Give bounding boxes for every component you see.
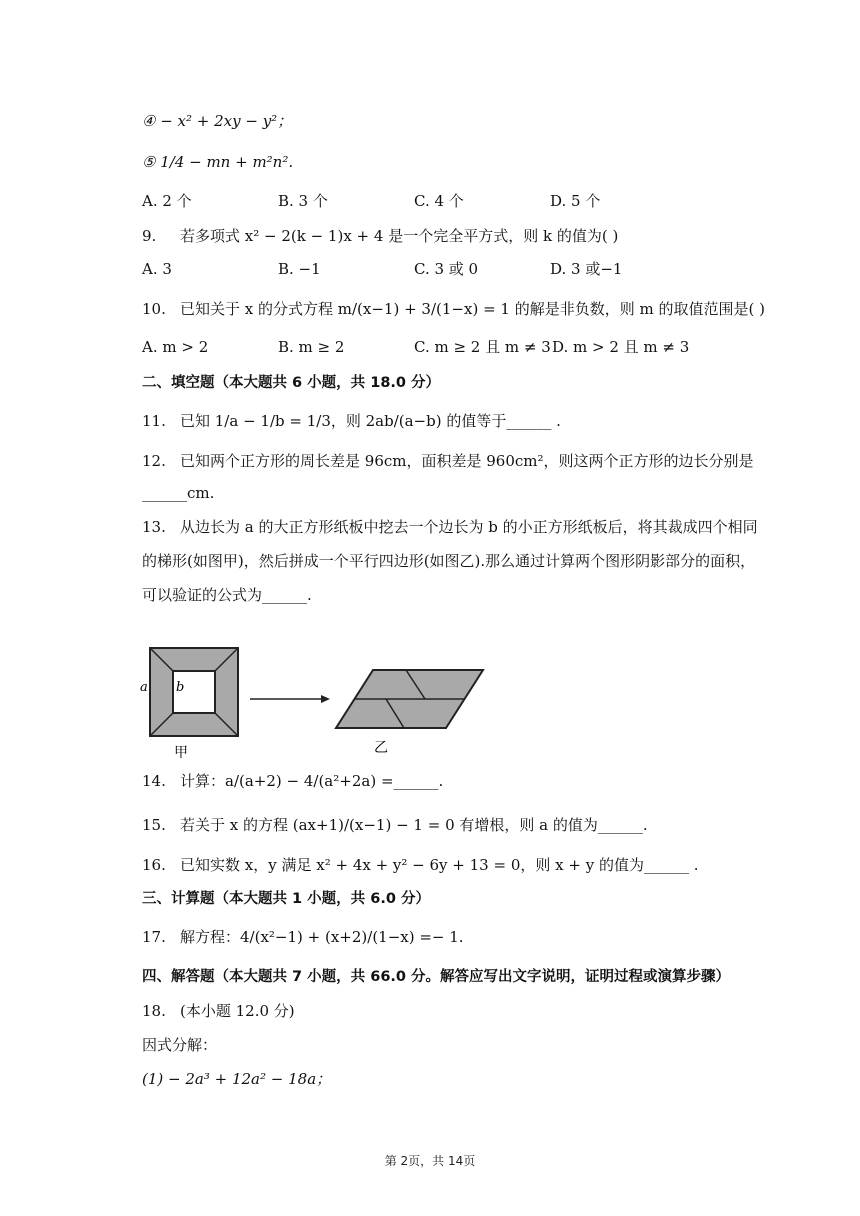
question-18-part-1: (1) − 2a³ + 12a² − 18a； [142, 1070, 332, 1088]
figure-jia-yi [138, 640, 498, 764]
question-number: 12. [142, 452, 166, 470]
question-number: 13. [142, 518, 166, 536]
q9-option-d: D. 3 或−1 [550, 260, 623, 278]
question-text: 已知关于 x 的分式方程 m/(x−1) + 3/(1−x) = 1 的解是非负数，则 m 的取值范围是( ) [180, 300, 765, 318]
question-text: 已知两个正方形的周长差是 96cm，面积差是 960cm²，则这两个正方形的边长分别是 [180, 452, 754, 470]
q9-option-c: C. 3 或 0 [414, 260, 479, 278]
question-11 [142, 410, 561, 432]
question-number: 10. [142, 300, 166, 318]
label-b: b [176, 680, 185, 695]
q8-item-5: ⑤ 1/4 − mn + m²n². [142, 153, 294, 171]
figure-jia [140, 648, 238, 761]
q8-option-d: D. 5 个 [550, 192, 601, 210]
question-text: 若关于 x 的方程 (ax+1)/(x−1) − 1 = 0 有增根，则 a 的值为______. [180, 816, 648, 834]
q8-option-c: C. 4 个 [414, 192, 464, 210]
question-18-instruction: 因式分解： [142, 1036, 218, 1054]
q10-option-a: A. m > 2 [142, 338, 209, 356]
question-14 [142, 770, 443, 792]
question-16 [142, 854, 698, 876]
section-heading-fill-in: 二、填空题（本大题共 6 小题，共 18.0 分） [142, 375, 441, 391]
caption-jia: 甲 [174, 745, 188, 761]
question-number: 15. [142, 816, 166, 834]
question-points: (本小题 12.0 分) [180, 1002, 295, 1020]
label-a: a [140, 680, 148, 695]
q8-item-4: ④ − x² + 2xy − y²； [142, 112, 293, 130]
q10-option-d: D. m > 2 且 m ≠ 3 [552, 338, 690, 356]
question-9 [142, 225, 618, 247]
q8-option-b: B. 3 个 [278, 192, 328, 210]
question-number: 14. [142, 772, 166, 790]
question-number: 17. [142, 928, 166, 946]
question-12 [142, 450, 754, 472]
question-18 [142, 1000, 295, 1022]
page-footer: 第 2页，共 14页 [384, 1154, 476, 1168]
q10-option-c: C. m ≥ 2 且 m ≠ 3 [414, 338, 551, 356]
section-heading-solutions: 四、解答题（本大题共 7 小题，共 66.0 分。解答应写出文字说明，证明过程或演算步骤） [142, 969, 731, 985]
question-number: 9. [142, 227, 157, 245]
question-17 [142, 926, 464, 948]
question-text: 若多项式 x² − 2(k − 1)x + 4 是一个完全平方式，则 k 的值为( ) [180, 227, 619, 245]
question-text: 计算：a/(a+2) − 4/(a²+2a) =______. [180, 772, 444, 790]
question-text: 从边长为 a 的大正方形纸板中挖去一个边长为 b 的小正方形纸板后，将其裁成四个相同 [180, 518, 758, 536]
caption-yi: 乙 [374, 740, 388, 756]
question-text: 已知实数 x，y 满足 x² + 4x + y² − 6y + 13 = 0，则 x + y 的值为______ . [180, 856, 699, 874]
question-number: 11. [142, 412, 166, 430]
arrow [250, 695, 330, 703]
question-13-line-2: 的梯形(如图甲)，然后拼成一个平行四边形(如图乙).那么通过计算两个图形阴影部分的面积， [142, 552, 756, 570]
question-10 [142, 298, 765, 320]
q10-option-b: B. m ≥ 2 [278, 338, 345, 356]
question-text: 已知 1/a − 1/b = 1/3，则 2ab/(a−b) 的值等于______ . [180, 412, 561, 430]
question-13-line-3: 可以验证的公式为______. [142, 586, 312, 604]
section-heading-calculation: 三、计算题（本大题共 1 小题，共 6.0 分） [142, 891, 430, 907]
q8-option-a: A. 2 个 [142, 192, 192, 210]
question-text: 解方程：4/(x²−1) + (x+2)/(1−x) =− 1. [180, 928, 464, 946]
question-13 [142, 516, 758, 538]
q9-option-a: A. 3 [142, 260, 172, 278]
q9-option-b: B. −1 [278, 260, 321, 278]
question-12-continuation: ______cm. [142, 484, 215, 502]
question-number: 16. [142, 856, 166, 874]
question-number: 18. [142, 1002, 166, 1020]
figure-yi [336, 670, 483, 756]
question-15 [142, 814, 648, 836]
